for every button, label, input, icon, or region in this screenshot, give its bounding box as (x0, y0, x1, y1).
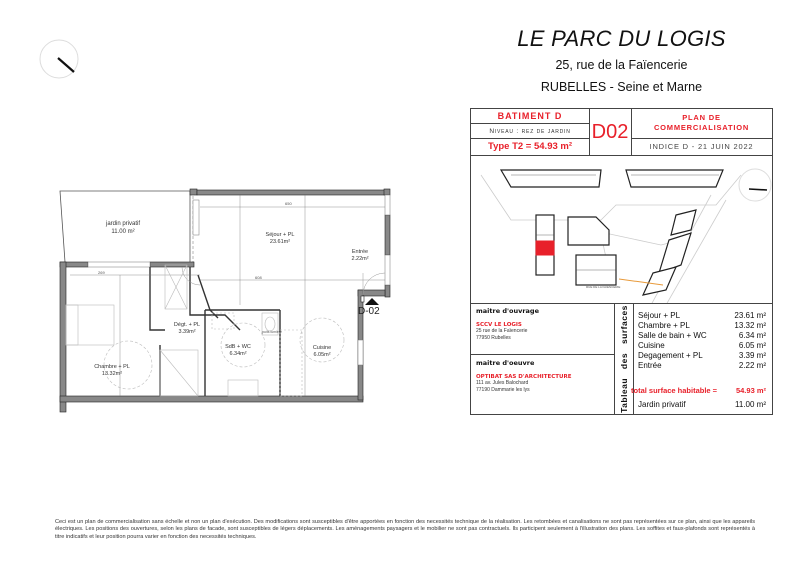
surface-row: Salle de bain + WC 6.34 m² (638, 331, 766, 340)
level-label: Niveau : rez de jardin (471, 124, 589, 139)
highlighted-unit (536, 241, 554, 255)
maitre-ouvrage: maitre d'ouvrage SCCV LE LOGIS 25 rue de la Faïencerie 77950 Rubelles (471, 303, 614, 355)
surfaces-title-column (614, 303, 634, 414)
title-block-header (471, 109, 772, 156)
building-label: BATIMENT D (471, 109, 589, 124)
dim-label: 650 (285, 201, 292, 206)
compass-icon (40, 40, 78, 78)
surface-row: Entrée 2.22 m² (638, 361, 766, 370)
surfaces-title: Tableau des surfaces (618, 304, 629, 413)
disclaimer: Ceci est un plan de commercialisation sans échelle et non un plan d'exécution. Des modifications sont susceptibles d'être apportées en fonction des necessités technique de la réalisation. Les retombées et canalisations ne sont pas représentées sur ce plan, ainsi que les appareils électriques. Les positions des ouvertures, selon les plans de facade, sont susceptibles de légers déplacements. Les aménagements paysagers et le mobilier ne sont pas contractuels. Ils participent seulement à l'illustration des plans. Les soffites et faux-plafonds sont représentés à titre indicatifs et leur position pourra varier en fonction des necessités techniques. (55, 519, 755, 540)
skylight-note: puits lumière (262, 330, 282, 334)
room-label-living: Séjour + PL 23.61m² (265, 232, 295, 245)
surface-row-garden: Jardin privatif 11.00 m² (638, 400, 766, 409)
lot-code: D02 (589, 109, 632, 155)
title-block (470, 108, 773, 415)
title-block-details (471, 303, 772, 414)
site-compass-icon (739, 169, 771, 201)
room-label-hall: Dégt. + PL 3.39m² (173, 322, 201, 335)
surface-row: Cuisine 6.05 m² (638, 341, 766, 350)
type-area-label: Type T2 = 54.93 m² (487, 141, 573, 152)
project-city: RUBELLES - Seine et Marne (540, 80, 703, 94)
svg-text:608: 608 (255, 275, 262, 280)
doors (182, 267, 385, 295)
maitre-oeuvre: maitre d'oeuvre OPTIBAT SAS D'ARCHITECTURE 111 av. Jules Balochard 77190 Dammarie les lys (476, 359, 572, 393)
entry-marker-label: D-02 (358, 306, 380, 317)
plan-type: PLAN DE COMMERCIALISATION (631, 109, 772, 139)
surface-total: total surface habitable = 54.93 m² (631, 386, 766, 395)
room-label-bedroom: Chambre + PL 13.32m² (94, 364, 130, 377)
entry-arrow-icon (365, 298, 379, 305)
revision-label: INDICE D - 21 JUIN 2022 (649, 142, 754, 151)
svg-text:269: 269 (98, 270, 105, 275)
surface-row: Chambre + PL 13.32 m² (638, 321, 766, 330)
surfaces-table (633, 303, 772, 414)
room-label-garden: jardin privatif 11.00 m² (105, 221, 140, 235)
room-label-kitchen: Cuisine 6.05m² (312, 345, 332, 358)
project-address: 25, rue de la Faïencerie (555, 58, 688, 72)
surface-row: Degagement + PL 3.39 m² (638, 351, 766, 360)
surface-row: Séjour + PL 23.61 m² (638, 311, 766, 320)
street-label: RUE DE LA FAIENCERIE (586, 285, 621, 289)
project-title: LE PARC DU LOGIS (517, 26, 726, 51)
room-label-bathroom: SdB + WC 6.34m² (225, 344, 251, 357)
room-label-entry: Entrée 2.22m² (351, 249, 369, 262)
site-plan (471, 155, 772, 304)
